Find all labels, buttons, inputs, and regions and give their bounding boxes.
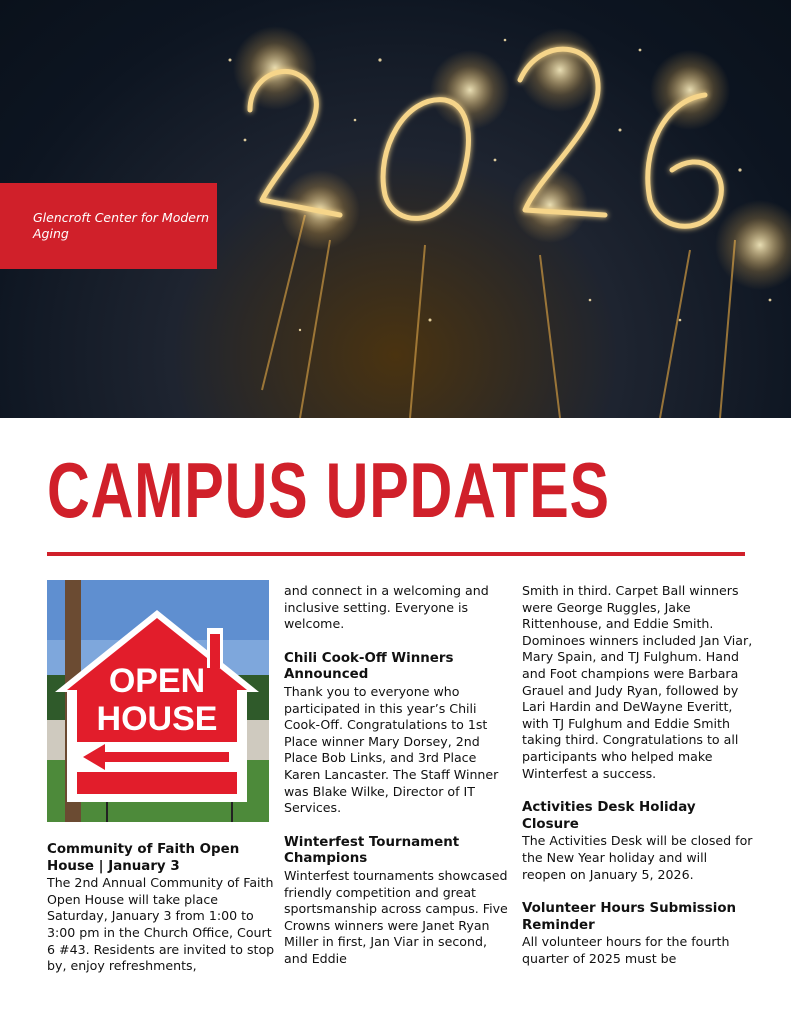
column-1	[47, 842, 275, 975]
winterfest-title: Winterfest Tournament Champions	[284, 834, 460, 867]
brand-label-box	[0, 183, 217, 269]
brand-name: Glencroft Center for Modern Aging	[33, 210, 210, 241]
volunteer-hours-body: All volunteer hours for the fourth quarter of 2025 must be	[522, 934, 730, 966]
sign-text-house: HOUSE	[96, 700, 218, 738]
chili-cookoff-title: Chili Cook-Off Winners Announced	[284, 650, 454, 683]
column-2	[284, 583, 512, 967]
open-house-title: Community of Faith Open House | January 3	[47, 842, 240, 874]
open-house-body-continued: and connect in a welcoming and inclusive setting. Everyone is welcome.	[284, 583, 489, 632]
page-title: CAMPUS UPDATES	[47, 446, 610, 534]
activities-desk-title: Activities Desk Holiday Closure	[522, 800, 696, 832]
chili-cookoff-body: Thank you to everyone who participated in this year’s Chili Cook-Off. Congratulations to 1st Place winner Mary Dorsey, 2nd Place Bob Links, and 3rd Place Karen Lancaster. The Staff Winner was Blake Wilke, Director of IT Services.	[284, 683, 499, 816]
hero-image	[0, 0, 791, 418]
activities-desk-body: The Activities Desk will be closed for the New Year holiday and will reopen on January 5, 2026.	[522, 833, 753, 882]
sign-text-open: OPEN	[108, 662, 206, 700]
winterfest-body-continued: Smith in third. Carpet Ball winners were George Ruggles, Jake Rittenhouse, and Eddie Smith. Dominoes winners included Jan Viar, Mary Spain, and TJ Fulghum. Hand and Foot champions were Barbara Grauel and Judy Ryan, followed by Lari Hardin and DeWayne Everitt, with TJ Fulghum and Eddie Smith taking third. Congratulations to all participants who helped make Winterfest a success.	[522, 583, 753, 781]
title-divider	[47, 552, 745, 556]
open-house-body: The 2nd Annual Community of Faith Open House will take place Saturday, January 3 from 1:00 to 3:00 pm in the Church Office, Court 6 #43. Residents are invited to stop by, enjoy refreshments,	[47, 875, 275, 974]
winterfest-body: Winterfest tournaments showcased friendly competition and great sportsmanship across campus. Five Crowns winners were Janet Ryan Miller in first, Jan Viar in second, and Eddie	[284, 867, 508, 966]
column-3	[522, 583, 754, 967]
volunteer-hours-title: Volunteer Hours Submission Reminder	[522, 901, 737, 933]
open-house-sign-photo	[47, 580, 269, 822]
